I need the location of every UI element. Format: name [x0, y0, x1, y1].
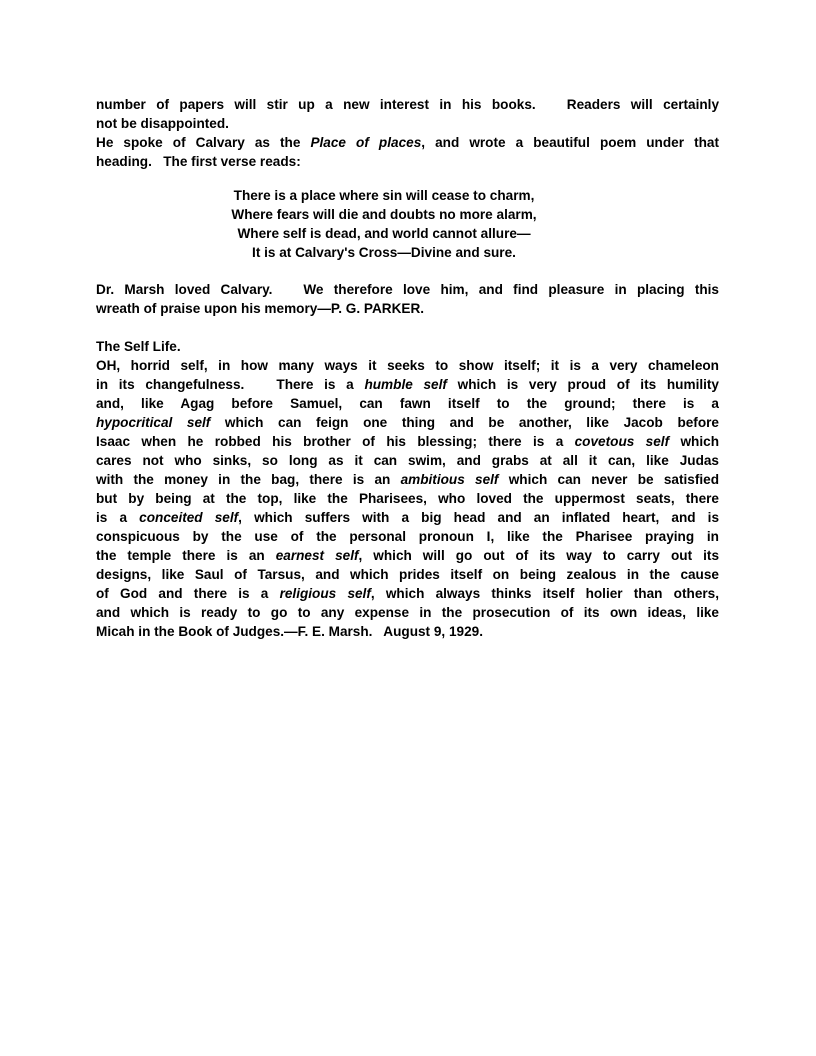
text-run: conspicuous by the use of the personal pronoun I, like the Pharisee praying in — [96, 529, 719, 544]
text-run: and which is ready to go to any expense in the prosecution of its own ideas, like — [96, 605, 719, 620]
text-line — [96, 95, 719, 114]
italic-phrase: ambitious self — [400, 472, 499, 487]
italic-phrase: Place of places — [310, 135, 422, 150]
text-line — [96, 280, 719, 299]
text-run: designs, like Saul of Tarsus, and which prides itself on being zealous in the cause — [96, 567, 719, 582]
text-run: Isaac when he robbed his brother of his blessing; there is a — [96, 434, 575, 449]
text-line — [96, 299, 719, 318]
text-run: The Self Life. — [96, 339, 181, 354]
text-line — [96, 356, 719, 375]
text-line — [96, 470, 719, 489]
text-run: , which suffers with a big head and an inflated heart, and is — [238, 510, 719, 525]
text-run: which can never be satisfied — [498, 472, 719, 487]
text-run: cares not who sinks, so long as it can swim, and grabs at all it can, like Judas — [96, 453, 719, 468]
intro-paragraph — [96, 95, 719, 171]
text-line — [96, 432, 719, 451]
text-line — [96, 603, 719, 622]
text-line — [96, 394, 719, 413]
text-line — [96, 546, 719, 565]
text-run: which — [669, 434, 719, 449]
text-line — [96, 337, 719, 356]
text-run: of God and there is a — [96, 586, 280, 601]
poem-verse — [96, 186, 672, 262]
text-line — [96, 375, 719, 394]
self-life-section — [96, 337, 719, 641]
text-run: OH, horrid self, in how many ways it seeks to show itself; it is a very chameleon — [96, 358, 719, 373]
text-line — [96, 489, 719, 508]
italic-phrase: earnest self — [275, 548, 359, 563]
text-run: wreath of praise upon his memory—P. G. PARKER. — [96, 301, 425, 316]
text-run: and, like Agag before Samuel, can fawn itself to the ground; there is a — [96, 396, 719, 411]
text-run: is a — [96, 510, 140, 525]
text-run: number of papers will stir up a new interest in his books. Readers will certainly — [96, 97, 719, 112]
text-line — [96, 584, 719, 603]
italic-phrase: conceited self — [139, 510, 239, 525]
text-run: which is very proud of its humility — [446, 377, 719, 392]
text-line — [96, 114, 719, 133]
text-run: , and wrote a beautiful poem under that — [421, 135, 719, 150]
italic-phrase: covetous self — [574, 434, 670, 449]
text-run: , which always thinks itself holier than others, — [370, 586, 719, 601]
text-line — [96, 565, 719, 584]
text-run: Where fears will die and doubts no more alarm, — [231, 207, 537, 222]
italic-phrase: hypocritical self — [96, 415, 211, 430]
text-run: , which will go out of its way to carry out its — [358, 548, 719, 563]
text-run: the temple there is an — [96, 548, 276, 563]
text-run: He spoke of Calvary as the — [96, 135, 311, 150]
text-line — [96, 133, 719, 152]
text-run: Micah in the Book of Judges.—F. E. Marsh. August 9, 1929. — [96, 624, 483, 639]
text-run: but by being at the top, like the Pharisees, who loved the uppermost seats, there — [96, 491, 719, 506]
italic-phrase: religious self — [279, 586, 371, 601]
text-run: not be disappointed. — [96, 116, 229, 131]
text-run: It is at Calvary's Cross—Divine and sure. — [252, 245, 516, 260]
poem-line — [96, 243, 672, 262]
text-line — [96, 527, 719, 546]
text-run: heading. The first verse reads: — [96, 154, 301, 169]
text-run: with the money in the bag, there is an — [96, 472, 401, 487]
text-run: Dr. Marsh loved Calvary. We therefore love him, and find pleasure in placing this — [96, 282, 719, 297]
text-line — [96, 451, 719, 470]
poem-line — [96, 205, 672, 224]
text-run: in its changefulness. There is a — [96, 377, 365, 392]
text-run: There is a place where sin will cease to charm, — [233, 188, 535, 203]
text-line — [96, 152, 719, 171]
tribute-paragraph — [96, 280, 719, 318]
text-run: which can feign one thing and be another, like Jacob before — [210, 415, 719, 430]
poem-line — [96, 224, 672, 243]
text-line — [96, 413, 719, 432]
text-line — [96, 622, 719, 641]
poem-line — [96, 186, 672, 205]
text-run: Where self is dead, and world cannot allure— — [237, 226, 531, 241]
italic-phrase: humble self — [364, 377, 447, 392]
text-line — [96, 508, 719, 527]
